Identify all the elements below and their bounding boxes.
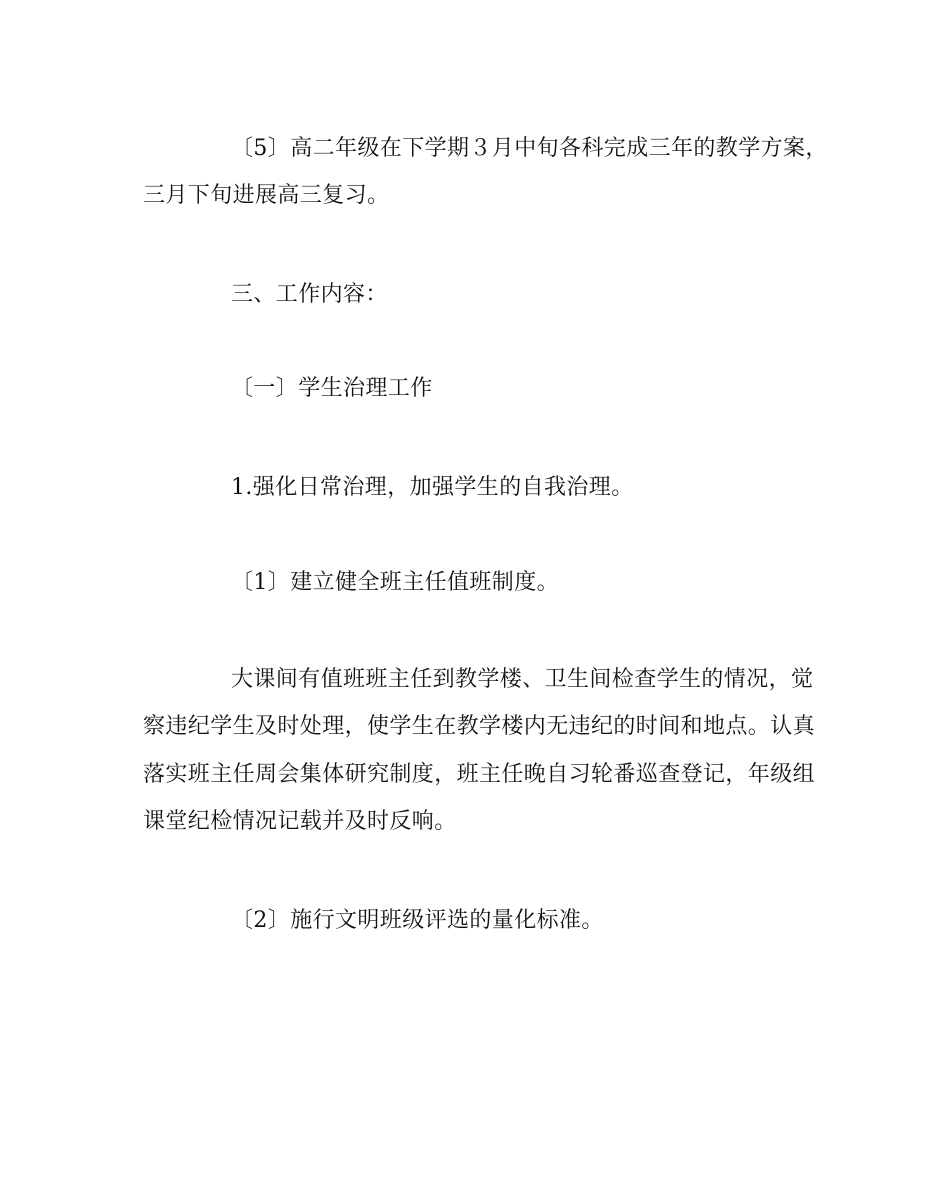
list-item: 1.强化日常治理，加强学生的自我治理。 [231,475,634,500]
list-item: 〔2〕施行文明班级评选的量化标准。 [231,908,604,933]
list-item: 〔1〕建立健全班主任值班制度。 [231,570,559,595]
paragraph-line: 大课间有值班班主任到教学楼、卫生间检查学生的情况，觉 [231,667,814,692]
section-heading: 三、工作内容： [231,282,388,307]
paragraph-line: 课堂纪检情况记载并及时反响。 [143,809,457,834]
paragraph-line: 三月下旬进展高三复习。 [143,183,390,208]
paragraph-line: 〔5〕高二年级在下学期３月中旬各科完成三年的教学方案， [231,136,828,161]
paragraph-line: 察违纪学生及时处理，使学生在教学楼内无违纪的时间和地点。认真 [143,714,816,739]
subsection-heading: 〔一〕学生治理工作 [231,376,433,401]
paragraph-line: 落实班主任周会集体研究制度，班主任晚自习轮番巡查登记，年级组 [143,762,816,787]
